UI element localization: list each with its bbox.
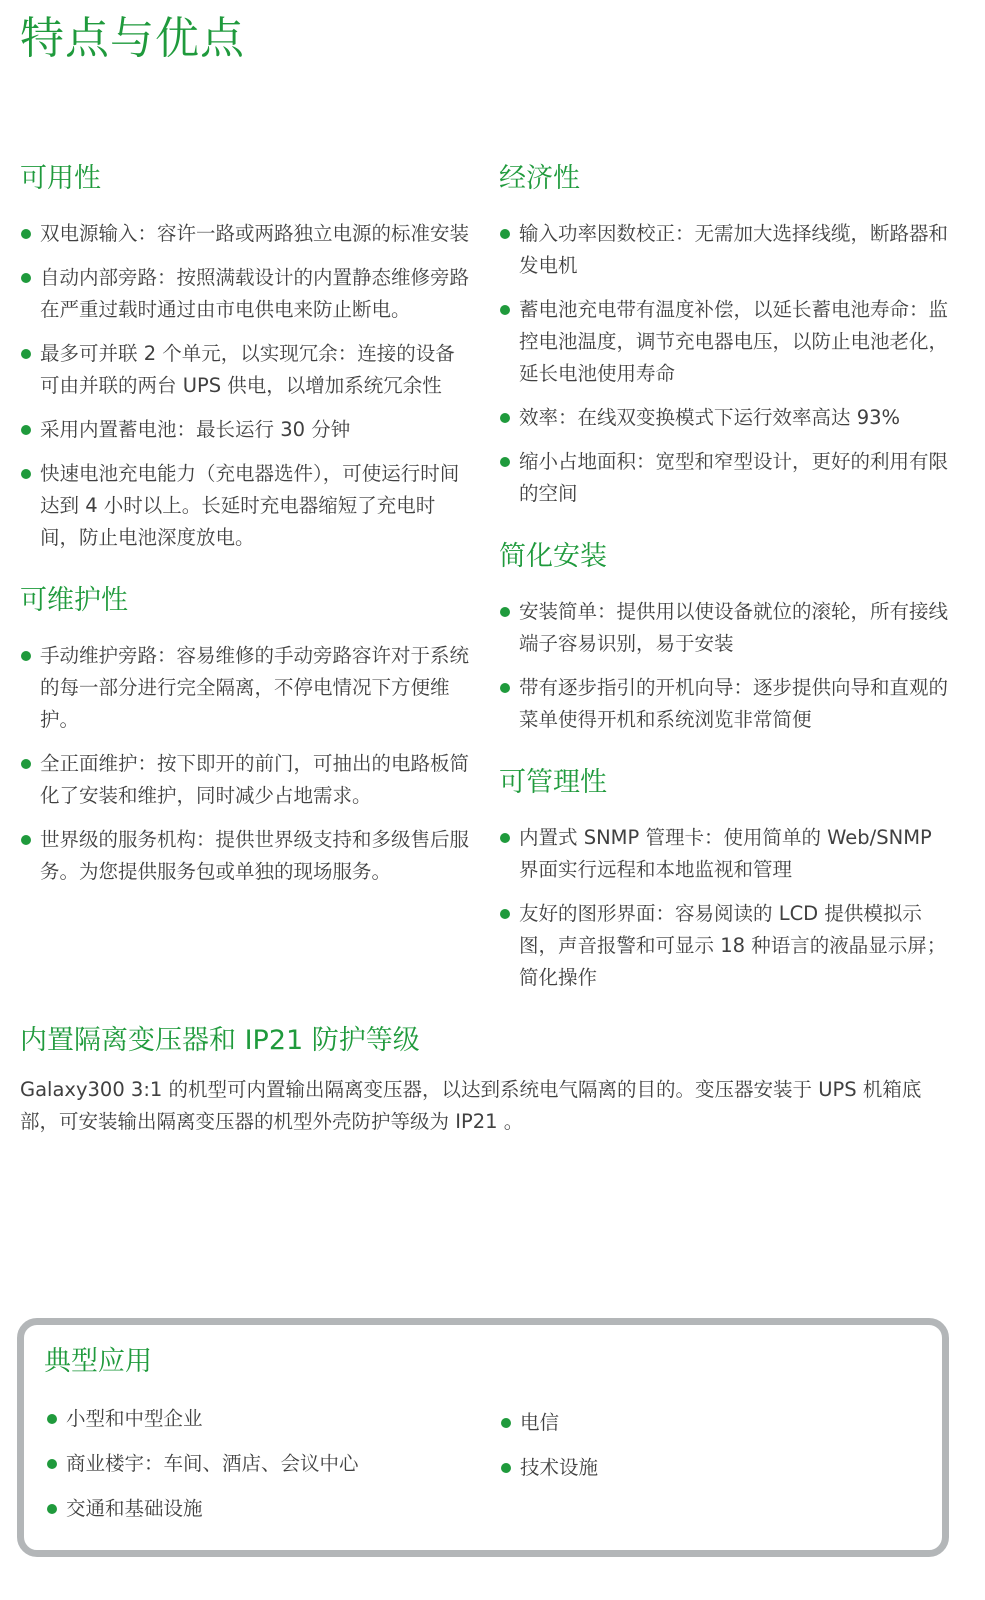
- simplified-install-list: [499, 596, 949, 736]
- list-item: 带有逐步指引的开机向导：逐步提供向导和直观的菜单使得开机和系统浏览非常简便: [499, 672, 949, 736]
- list-item: 双电源输入：容许一路或两路独立电源的标准安装: [20, 218, 470, 250]
- manageability-list: [499, 822, 949, 994]
- list-item: 友好的图形界面：容易阅读的 LCD 提供模拟示图，声音报警和可显示 18 种语言的液晶显示屏；简化操作: [499, 898, 949, 994]
- list-item: 安装简单：提供用以使设备就位的滚轮，所有接线端子容易识别，易于安装: [499, 596, 949, 660]
- list-item: 商业楼宇：车间、酒店、会议中心: [46, 1448, 359, 1480]
- list-item: 全正面维护：按下即开的前门，可抽出的电路板简化了安装和维护，同时减少占地需求。: [20, 748, 470, 812]
- list-item: 蓄电池充电带有温度补偿，以延长蓄电池寿命：监控电池温度，调节充电器电压，以防止电池老化，延长电池使用寿命: [499, 294, 949, 390]
- list-item: 快速电池充电能力（充电器选件），可使运行时间达到 4 小时以上。长延时充电器缩短了充电时间，防止电池深度放电。: [20, 458, 470, 554]
- applications-heading: 典型应用: [44, 1346, 152, 1377]
- list-item: 效率：在线双变换模式下运行效率高达 93%: [499, 402, 949, 434]
- applications-left-list: [46, 1403, 359, 1525]
- list-item: 交通和基础设施: [46, 1493, 359, 1525]
- list-item: 手动维护旁路：容易维修的手动旁路容许对于系统的每一部分进行完全隔离，不停电情况下方便维护。: [20, 640, 470, 736]
- maintainability-list: [20, 640, 470, 888]
- maintainability-heading: 可维护性: [20, 585, 128, 616]
- list-item: 世界级的服务机构：提供世界级支持和多级售后服务。为您提供服务包或单独的现场服务。: [20, 824, 470, 888]
- applications-box: [17, 1318, 949, 1557]
- manageability-heading: 可管理性: [499, 767, 607, 798]
- transformer-section: [20, 1022, 945, 1138]
- transformer-text: Galaxy300 3:1 的机型可内置输出隔离变压器，以达到系统电气隔离的目的。变压器安装于 UPS 机箱底部，可安装输出隔离变压器的机型外壳防护等级为 IP21 。: [20, 1078, 922, 1133]
- simplified-install-heading: 简化安装: [499, 541, 607, 572]
- list-item: 自动内部旁路：按照满载设计的内置静态维修旁路在严重过载时通过由市电供电来防止断电。: [20, 262, 470, 326]
- list-item: 小型和中型企业: [46, 1403, 359, 1435]
- page-title: 特点与优点: [20, 13, 245, 64]
- economy-list: [499, 218, 949, 510]
- applications-left-column: [46, 1403, 359, 1538]
- list-item: 采用内置蓄电池：最长运行 30 分钟: [20, 414, 470, 446]
- applications-right-column: [500, 1407, 598, 1497]
- left-column: [20, 160, 470, 900]
- economy-heading: 经济性: [499, 163, 580, 194]
- list-item: 最多可并联 2 个单元，以实现冗余：连接的设备可由并联的两台 UPS 供电，以增加系统冗余性: [20, 338, 470, 402]
- availability-heading: 可用性: [20, 163, 101, 194]
- list-item: 技术设施: [500, 1452, 598, 1484]
- list-item: 内置式 SNMP 管理卡：使用简单的 Web/SNMP 界面实行远程和本地监视和管理: [499, 822, 949, 886]
- availability-list: [20, 218, 470, 554]
- right-column: [499, 160, 949, 1006]
- list-item: 输入功率因数校正：无需加大选择线缆，断路器和发电机: [499, 218, 949, 282]
- list-item: 电信: [500, 1407, 598, 1439]
- transformer-heading: 内置隔离变压器和 IP21 防护等级: [20, 1025, 420, 1056]
- applications-right-list: [500, 1407, 598, 1484]
- list-item: 缩小占地面积：宽型和窄型设计，更好的利用有限的空间: [499, 446, 949, 510]
